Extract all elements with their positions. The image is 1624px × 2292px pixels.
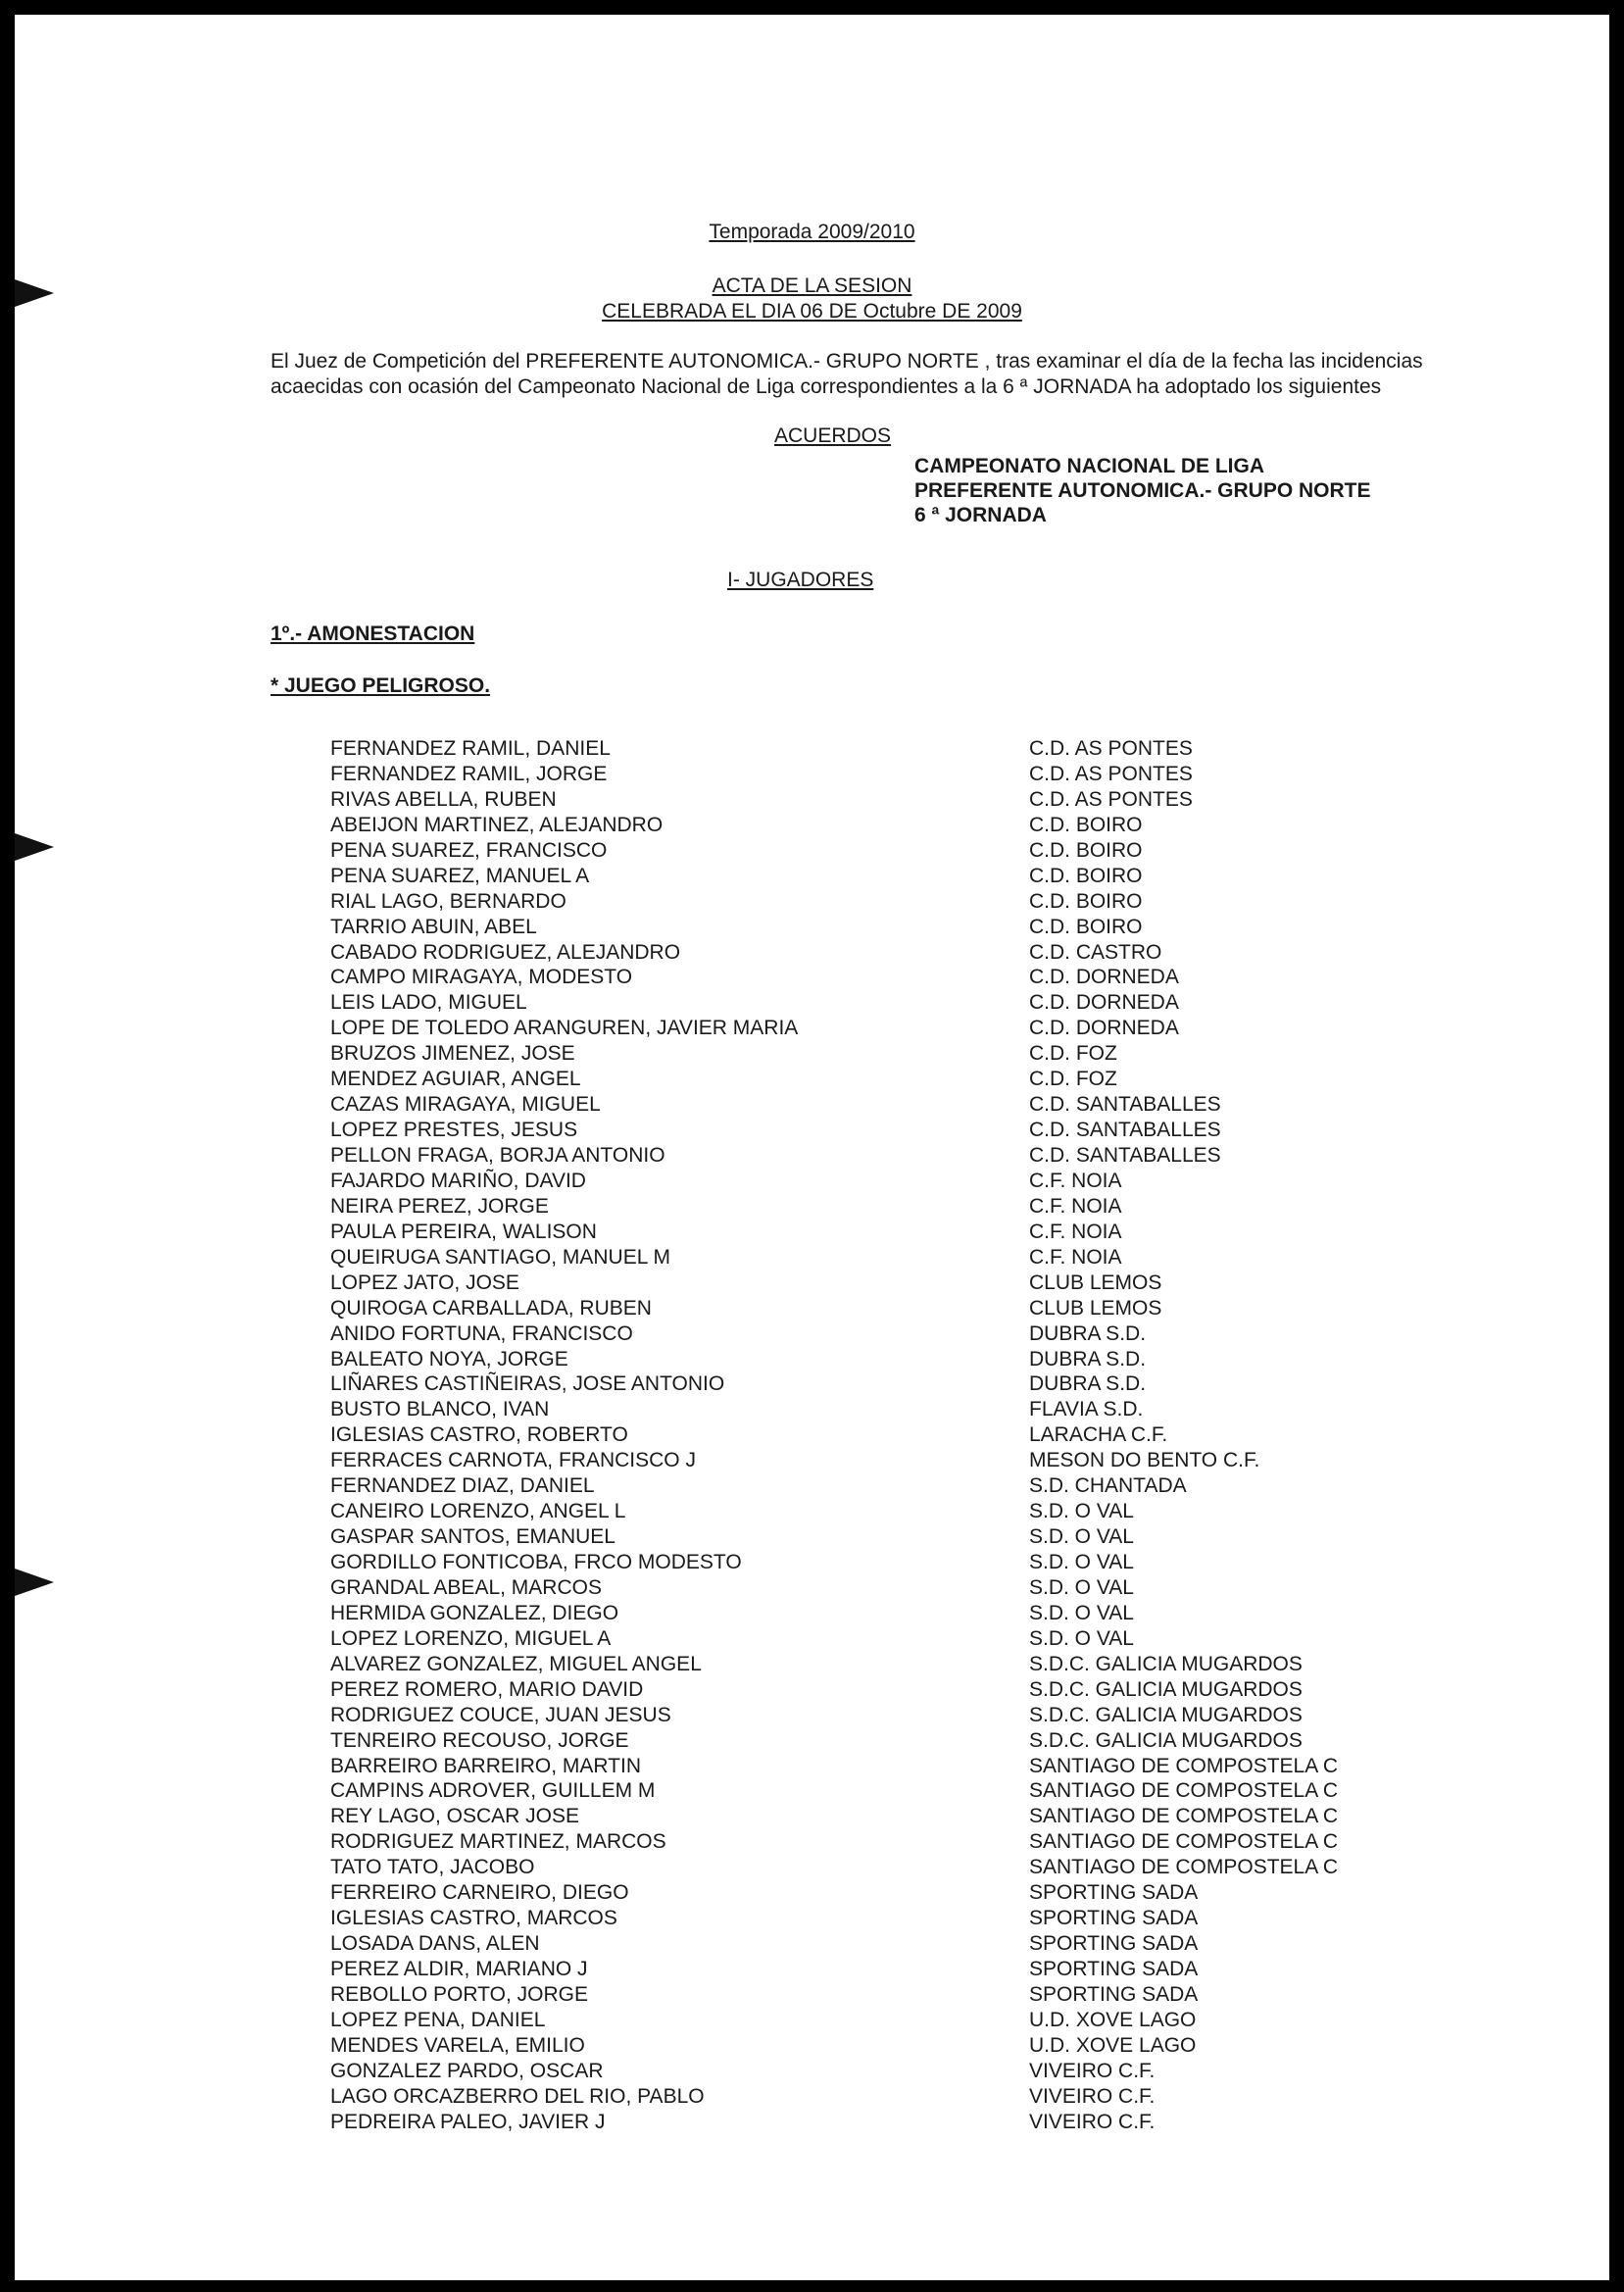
player-row	[330, 1931, 1408, 1957]
player-name: REY LAGO, OSCAR JOSE	[330, 1805, 580, 1828]
player-name: ALVAREZ GONZALEZ, MIGUEL ANGEL	[330, 1652, 702, 1675]
player-club: C.F. NOIA	[1029, 1194, 1122, 1218]
player-club: VIVEIRO C.F.	[1029, 2084, 1156, 2108]
player-name: TENREIRO RECOUSO, JORGE	[330, 1728, 629, 1752]
player-row	[330, 1677, 1408, 1703]
player-row	[330, 1220, 1408, 1245]
player-row	[330, 1524, 1408, 1550]
player-club: VIVEIRO C.F.	[1029, 2059, 1156, 2082]
player-row	[330, 940, 1408, 966]
player-row	[330, 787, 1408, 813]
player-club: DUBRA S.D.	[1029, 1347, 1147, 1370]
player-club: C.D. FOZ	[1029, 1042, 1117, 1066]
championship-line: PREFERENTE AUTONOMICA.- GRUPO NORTE	[914, 479, 1371, 502]
player-club: SPORTING SADA	[1029, 1881, 1199, 1905]
player-name: LOPEZ PRESTES, JESUS	[330, 1119, 578, 1142]
player-row	[330, 1829, 1408, 1855]
player-club: S.D. O VAL	[1029, 1551, 1134, 1573]
player-name: CABADO RODRIGUEZ, ALEJANDRO	[330, 940, 681, 964]
player-row	[330, 1906, 1408, 1931]
player-club: C.D. SANTABALLES	[1029, 1144, 1221, 1167]
player-name: GORDILLO FONTICOBA, FRCO MODESTO	[330, 1551, 742, 1573]
player-name: GRANDAL ABEAL, MARCOS	[330, 1575, 602, 1599]
player-name: PEDREIRA PALEO, JAVIER J	[330, 2110, 606, 2133]
player-club: S.D.C. GALICIA MUGARDOS	[1029, 1703, 1303, 1726]
player-row	[330, 1550, 1408, 1575]
player-name: CANEIRO LORENZO, ANGEL L	[330, 1500, 626, 1523]
player-name: BUSTO BLANCO, IVAN	[330, 1398, 550, 1421]
player-name: CAMPO MIRAGAYA, MODESTO	[330, 966, 633, 989]
player-club: SANTIAGO DE COMPOSTELA C	[1029, 1805, 1339, 1828]
intro-paragraph: El Juez de Competición del PREFERENTE AUTONOMICA.- GRUPO NORTE , tras examinar el día de la fecha las incidencias acaecidas con ocasión del Campeonato Nacional de Liga correspondientes a la 6 ª JORNADA ha adoptado los siguientes	[271, 350, 1423, 398]
player-name: HERMIDA GONZALEZ, DIEGO	[330, 1601, 619, 1624]
player-club: C.D. DORNEDA	[1029, 966, 1179, 989]
player-club: SPORTING SADA	[1029, 1982, 1199, 2006]
player-row	[330, 1194, 1408, 1220]
player-name: LIÑARES CASTIÑEIRAS, JOSE ANTONIO	[330, 1372, 725, 1396]
player-row	[330, 1371, 1408, 1397]
player-row	[330, 762, 1408, 787]
player-name: LOSADA DANS, ALEN	[330, 1932, 540, 1956]
player-row	[330, 1473, 1408, 1499]
acta-date: CELEBRADA EL DIA 06 DE Octubre DE 2009	[602, 300, 1022, 323]
player-row	[330, 1652, 1408, 1677]
player-row	[330, 2084, 1408, 2110]
player-club: CLUB LEMOS	[1029, 1271, 1162, 1294]
player-name: QUIROGA CARBALLADA, RUBEN	[330, 1296, 652, 1320]
player-club: S.D.C. GALICIA MUGARDOS	[1029, 1677, 1303, 1701]
player-row	[330, 1397, 1408, 1422]
player-club: C.D. SANTABALLES	[1029, 1119, 1221, 1142]
season-heading: Temporada 2009/2010	[709, 221, 915, 243]
player-row	[330, 1601, 1408, 1626]
player-name: ABEIJON MARTINEZ, ALEJANDRO	[330, 813, 664, 836]
player-club: SPORTING SADA	[1029, 1958, 1199, 1980]
player-row	[330, 1169, 1408, 1194]
player-name: FERNANDEZ DIAZ, DANIEL	[330, 1474, 595, 1498]
player-club: SANTIAGO DE COMPOSTELA C	[1029, 1779, 1339, 1803]
player-row	[330, 965, 1408, 990]
player-name: QUEIRUGA SANTIAGO, MANUEL M	[330, 1245, 670, 1269]
player-club: S.D.C. GALICIA MUGARDOS	[1029, 1728, 1303, 1752]
player-row	[330, 1880, 1408, 1906]
player-row	[330, 1347, 1408, 1372]
player-club: C.D. DORNEDA	[1029, 1017, 1179, 1040]
player-club: SANTIAGO DE COMPOSTELA C	[1029, 1830, 1339, 1854]
player-name: FERNANDEZ RAMIL, JORGE	[330, 762, 608, 785]
player-row	[330, 1703, 1408, 1728]
player-row	[330, 1575, 1408, 1601]
player-row	[330, 2008, 1408, 2033]
player-row	[330, 1118, 1408, 1143]
player-name: PEREZ ROMERO, MARIO DAVID	[330, 1677, 644, 1701]
player-name: LOPEZ JATO, JOSE	[330, 1271, 519, 1294]
player-name: LOPEZ LORENZO, MIGUEL A	[330, 1626, 612, 1650]
player-club: S.D. O VAL	[1029, 1500, 1134, 1523]
player-club: C.D. BOIRO	[1029, 889, 1143, 913]
player-row	[330, 1778, 1408, 1804]
player-row	[330, 1143, 1408, 1169]
player-club: C.D. FOZ	[1029, 1068, 1117, 1091]
player-club: VIVEIRO C.F.	[1029, 2110, 1156, 2133]
championship-line: 6 ª JORNADA	[914, 504, 1047, 526]
player-name: BALEATO NOYA, JORGE	[330, 1347, 568, 1370]
player-row	[330, 1016, 1408, 1041]
scan-edge-mark	[15, 833, 54, 861]
player-name: TATO TATO, JACOBO	[330, 1856, 535, 1879]
player-row	[330, 864, 1408, 889]
player-club: SPORTING SADA	[1029, 1932, 1199, 1956]
section-jugadores: I- JUGADORES	[727, 569, 874, 591]
player-name: TARRIO ABUIN, ABEL	[330, 915, 537, 938]
section-amonestacion: 1º.- AMONESTACION	[271, 623, 475, 645]
player-name: FERREIRO CARNEIRO, DIEGO	[330, 1881, 629, 1905]
player-name: PENA SUAREZ, FRANCISCO	[330, 838, 608, 862]
player-name: CAMPINS ADROVER, GUILLEM M	[330, 1779, 656, 1803]
player-name: MENDES VARELA, EMILIO	[330, 2033, 585, 2057]
player-row	[330, 1855, 1408, 1880]
player-name: LEIS LADO, MIGUEL	[330, 991, 527, 1015]
player-name: NEIRA PEREZ, JORGE	[330, 1194, 549, 1218]
player-name: FAJARDO MARIÑO, DAVID	[330, 1169, 586, 1192]
player-club: C.D. BOIRO	[1029, 813, 1143, 836]
player-row	[330, 1092, 1408, 1118]
player-name: RODRIGUEZ COUCE, JUAN JESUS	[330, 1703, 671, 1726]
player-row	[330, 1728, 1408, 1754]
document-page	[15, 15, 1609, 2280]
player-row	[330, 1321, 1408, 1347]
player-name: LAGO ORCAZBERRO DEL RIO, PABLO	[330, 2084, 705, 2108]
player-name: MENDEZ AGUIAR, ANGEL	[330, 1068, 581, 1091]
player-club: C.D. SANTABALLES	[1029, 1093, 1221, 1117]
player-name: PEREZ ALDIR, MARIANO J	[330, 1958, 588, 1980]
player-row	[330, 838, 1408, 864]
player-name: LOPEZ PENA, DANIEL	[330, 2008, 546, 2031]
player-club: S.D. O VAL	[1029, 1626, 1134, 1650]
player-name: REBOLLO PORTO, JORGE	[330, 1982, 588, 2006]
player-club: C.D. DORNEDA	[1029, 991, 1179, 1015]
player-club: SANTIAGO DE COMPOSTELA C	[1029, 1856, 1339, 1879]
player-club: C.D. BOIRO	[1029, 864, 1143, 887]
player-row	[330, 1499, 1408, 1524]
player-club: LARACHA C.F.	[1029, 1423, 1168, 1447]
player-row	[330, 889, 1408, 915]
player-name: LOPE DE TOLEDO ARANGUREN, JAVIER MARIA	[330, 1017, 799, 1040]
player-name: PELLON FRAGA, BORJA ANTONIO	[330, 1144, 665, 1167]
player-club: MESON DO BENTO C.F.	[1029, 1449, 1260, 1472]
player-row	[330, 1754, 1408, 1779]
player-row	[330, 736, 1408, 762]
player-club: S.D. O VAL	[1029, 1525, 1134, 1549]
player-club: SANTIAGO DE COMPOSTELA C	[1029, 1754, 1339, 1777]
player-row	[330, 1245, 1408, 1271]
player-club: SPORTING SADA	[1029, 1907, 1199, 1930]
player-row	[330, 2110, 1408, 2135]
player-club: DUBRA S.D.	[1029, 1372, 1147, 1396]
player-club: C.D. AS PONTES	[1029, 737, 1193, 760]
player-club: CLUB LEMOS	[1029, 1296, 1162, 1320]
player-row	[330, 1041, 1408, 1067]
player-name: FERNANDEZ RAMIL, DANIEL	[330, 737, 611, 760]
player-club: U.D. XOVE LAGO	[1029, 2008, 1197, 2031]
player-club: FLAVIA S.D.	[1029, 1398, 1144, 1421]
player-name: PENA SUAREZ, MANUEL A	[330, 864, 590, 887]
player-club: S.D. CHANTADA	[1029, 1474, 1187, 1498]
player-name: BARREIRO BARREIRO, MARTIN	[330, 1754, 641, 1777]
player-name: FERRACES CARNOTA, FRANCISCO J	[330, 1449, 696, 1472]
player-row	[330, 1067, 1408, 1092]
championship-line: CAMPEONATO NACIONAL DE LIGA	[914, 455, 1265, 477]
player-name: IGLESIAS CASTRO, ROBERTO	[330, 1423, 628, 1447]
player-club: C.D. AS PONTES	[1029, 787, 1193, 811]
player-club: U.D. XOVE LAGO	[1029, 2033, 1197, 2057]
player-name: RIAL LAGO, BERNARDO	[330, 889, 566, 913]
championship-block	[914, 454, 1371, 527]
player-row	[330, 1982, 1408, 2008]
acta-title: ACTA DE LA SESION	[712, 274, 912, 297]
player-club: S.D. O VAL	[1029, 1575, 1134, 1599]
player-club: C.F. NOIA	[1029, 1169, 1122, 1192]
section-juego-peligroso: * JUEGO PELIGROSO.	[271, 674, 491, 697]
player-name: ANIDO FORTUNA, FRANCISCO	[330, 1321, 633, 1345]
player-row	[330, 1626, 1408, 1652]
player-club: S.D.C. GALICIA MUGARDOS	[1029, 1652, 1303, 1675]
player-club: C.F. NOIA	[1029, 1245, 1122, 1269]
player-club: C.D. BOIRO	[1029, 915, 1143, 938]
player-club: C.F. NOIA	[1029, 1220, 1122, 1243]
player-row	[330, 1804, 1408, 1829]
player-name: RIVAS ABELLA, RUBEN	[330, 787, 557, 811]
player-row	[330, 990, 1408, 1016]
player-name: PAULA PEREIRA, WALISON	[330, 1220, 597, 1243]
player-row	[330, 2059, 1408, 2084]
player-club: C.D. CASTRO	[1029, 940, 1162, 964]
player-name: CAZAS MIRAGAYA, MIGUEL	[330, 1093, 601, 1117]
player-row	[330, 813, 1408, 838]
player-name: IGLESIAS CASTRO, MARCOS	[330, 1907, 617, 1930]
acuerdos-heading: ACUERDOS	[774, 424, 892, 447]
player-row	[330, 915, 1408, 940]
player-club: C.D. AS PONTES	[1029, 762, 1193, 785]
player-list	[330, 736, 1408, 2135]
player-name: RODRIGUEZ MARTINEZ, MARCOS	[330, 1830, 666, 1854]
player-row	[330, 1271, 1408, 1296]
player-name: BRUZOS JIMENEZ, JOSE	[330, 1042, 575, 1066]
player-name: GASPAR SANTOS, EMANUEL	[330, 1525, 615, 1549]
player-club: C.D. BOIRO	[1029, 838, 1143, 862]
player-row	[330, 1957, 1408, 1982]
player-row	[330, 2033, 1408, 2059]
scan-edge-mark	[15, 1569, 54, 1596]
player-name: GONZALEZ PARDO, OSCAR	[330, 2059, 604, 2082]
player-row	[330, 1296, 1408, 1321]
player-club: DUBRA S.D.	[1029, 1321, 1147, 1345]
player-row	[330, 1422, 1408, 1448]
player-row	[330, 1448, 1408, 1473]
player-club: S.D. O VAL	[1029, 1601, 1134, 1624]
